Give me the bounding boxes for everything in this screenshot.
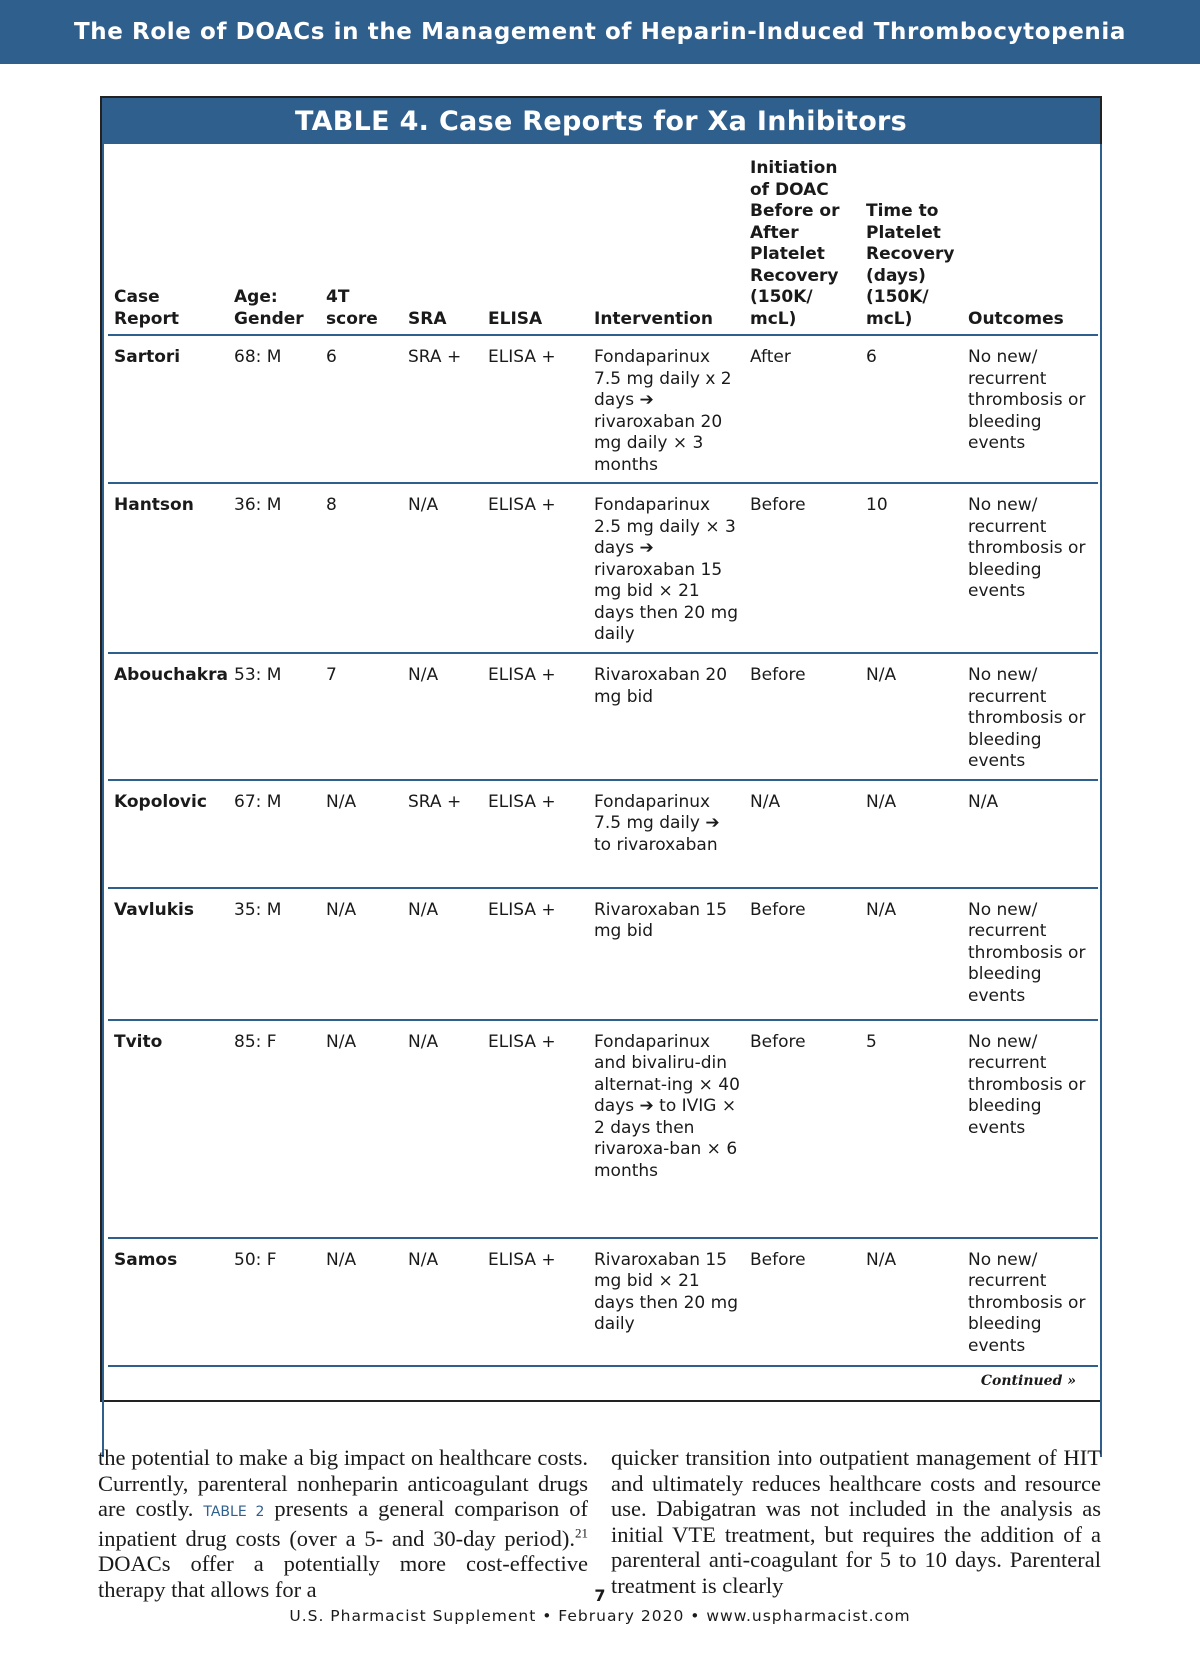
cell-score: N/A	[320, 1020, 402, 1238]
cell-elisa: ELISA +	[482, 888, 588, 1020]
column-header: Intervention	[588, 144, 744, 335]
cell-initiation: Before	[744, 1020, 860, 1238]
table-header-row	[108, 144, 1098, 335]
cell-outcomes: No new/ recurrent thrombosis or bleeding events	[962, 1020, 1098, 1238]
page-header-title: The Role of DOACs in the Management of Heparin-Induced Thrombocytopenia	[73, 19, 1126, 45]
cell-sra: SRA +	[402, 335, 482, 483]
cell-age: 85: F	[228, 1020, 320, 1238]
column-header: Initiation of DOAC Before or After Platelet Recovery (150K/ mcL)	[744, 144, 860, 335]
body-text-left-part2: presents a general comparison of inpatient drug costs (over a 5- and 30-day period).	[98, 1496, 589, 1551]
cell-sra: N/A	[402, 1238, 482, 1366]
table-row	[108, 888, 1098, 1020]
cell-outcomes: No new/ recurrent thrombosis or bleeding events	[962, 1238, 1098, 1366]
column-header: Case Report	[108, 144, 228, 335]
case-reports-table-box	[100, 96, 1102, 1402]
cell-outcomes: No new/ recurrent thrombosis or bleeding events	[962, 483, 1098, 653]
cell-intervention: Fondaparinux and bivaliru-din alternat-ing × 40 days ➔ to IVIG × 2 days then rivaroxa-ban × 6 months	[588, 1020, 744, 1238]
cell-intervention: Fondaparinux 2.5 mg daily × 3 days ➔ rivaroxaban 15 mg bid × 21 days then 20 mg daily	[588, 483, 744, 653]
table-row	[108, 1020, 1098, 1238]
citation-superscript: 21	[575, 1525, 588, 1540]
cell-initiation: N/A	[744, 780, 860, 888]
cell-time: N/A	[860, 653, 962, 780]
cell-age: 53: M	[228, 653, 320, 780]
page-header-banner	[0, 0, 1200, 64]
cell-outcomes: N/A	[962, 780, 1098, 888]
cell-time: 10	[860, 483, 962, 653]
publication-footer: U.S. Pharmacist Supplement • February 2020 • www.uspharmacist.com	[289, 1607, 911, 1625]
cell-age: 67: M	[228, 780, 320, 888]
cell-score: 7	[320, 653, 402, 780]
body-text-left-part1: the potential to make a big impact on healthcare costs. Currently, parenteral nonheparin anticoagulant drugs are costly.	[98, 1445, 588, 1521]
cell-intervention: Fondaparinux 7.5 mg daily ➔ to rivaroxaban	[588, 780, 744, 888]
body-text-left-column	[98, 1445, 588, 1602]
body-text-left-part3: DOACs offer a potentially more cost-effective therapy that allows for a	[98, 1551, 588, 1602]
cell-case: Vavlukis	[108, 888, 228, 1020]
cell-initiation: Before	[744, 653, 860, 780]
cell-time: 5	[860, 1020, 962, 1238]
cell-elisa: ELISA +	[482, 653, 588, 780]
cell-sra: SRA +	[402, 780, 482, 888]
cell-outcomes: No new/ recurrent thrombosis or bleeding events	[962, 653, 1098, 780]
cell-case: Sartori	[108, 335, 228, 483]
cell-case: Kopolovic	[108, 780, 228, 888]
cell-sra: N/A	[402, 653, 482, 780]
body-text-right-column: quicker transition into outpatient management of HIT and ultimately reduces healthcare costs and resource use. Dabigatran was not included in the analysis as initial VTE treatment, but requires the addition of a parenteral anti-coagulant for 5 to 10 days. Parenteral treatment is clearly	[611, 1445, 1101, 1598]
table-body-frame	[102, 144, 1102, 1457]
table-title: TABLE 4. Case Reports for Xa Inhibitors	[102, 98, 1100, 144]
cell-case: Tvito	[108, 1020, 228, 1238]
table-row	[108, 1238, 1098, 1366]
cell-sra: N/A	[402, 483, 482, 653]
cell-outcomes: No new/ recurrent thrombosis or bleeding events	[962, 335, 1098, 483]
column-header: 4T score	[320, 144, 402, 335]
table-row	[108, 483, 1098, 653]
cell-elisa: ELISA +	[482, 483, 588, 653]
cell-initiation: Before	[744, 1238, 860, 1366]
cell-sra: N/A	[402, 888, 482, 1020]
cell-case: Hantson	[108, 483, 228, 653]
cell-intervention: Rivaroxaban 20 mg bid	[588, 653, 744, 780]
cell-case: Samos	[108, 1238, 228, 1366]
table-row	[108, 780, 1098, 888]
cell-time: N/A	[860, 1238, 962, 1366]
cell-time: N/A	[860, 780, 962, 888]
cell-intervention: Rivaroxaban 15 mg bid × 21 days then 20 mg daily	[588, 1238, 744, 1366]
case-reports-table	[108, 144, 1098, 1367]
cell-score: 8	[320, 483, 402, 653]
column-header: ELISA	[482, 144, 588, 335]
table-row	[108, 335, 1098, 483]
column-header: Outcomes	[962, 144, 1098, 335]
column-header: SRA	[402, 144, 482, 335]
cell-elisa: ELISA +	[482, 780, 588, 888]
cell-time: N/A	[860, 888, 962, 1020]
column-header: Age: Gender	[228, 144, 320, 335]
cell-age: 35: M	[228, 888, 320, 1020]
cell-time: 6	[860, 335, 962, 483]
cell-age: 36: M	[228, 483, 320, 653]
cell-outcomes: No new/ recurrent thrombosis or bleeding events	[962, 888, 1098, 1020]
cell-score: 6	[320, 335, 402, 483]
table-row	[108, 653, 1098, 780]
table-2-reference-link[interactable]: TABLE 2	[203, 1504, 265, 1520]
cell-age: 68: M	[228, 335, 320, 483]
cell-score: N/A	[320, 780, 402, 888]
cell-initiation: After	[744, 335, 860, 483]
continued-link[interactable]: Continued »	[980, 1373, 1076, 1389]
cell-intervention: Rivaroxaban 15 mg bid	[588, 888, 744, 1020]
page-number: 7	[594, 1586, 606, 1605]
cell-score: N/A	[320, 888, 402, 1020]
cell-sra: N/A	[402, 1020, 482, 1238]
column-header: Time to Platelet Recovery (days) (150K/ mcL)	[860, 144, 962, 335]
cell-initiation: Before	[744, 888, 860, 1020]
cell-score: N/A	[320, 1238, 402, 1366]
cell-case: Abouchakra	[108, 653, 228, 780]
cell-elisa: ELISA +	[482, 335, 588, 483]
cell-age: 50: F	[228, 1238, 320, 1366]
cell-elisa: ELISA +	[482, 1020, 588, 1238]
cell-elisa: ELISA +	[482, 1238, 588, 1366]
cell-initiation: Before	[744, 483, 860, 653]
cell-intervention: Fondaparinux 7.5 mg daily x 2 days ➔ rivaroxaban 20 mg daily × 3 months	[588, 335, 744, 483]
